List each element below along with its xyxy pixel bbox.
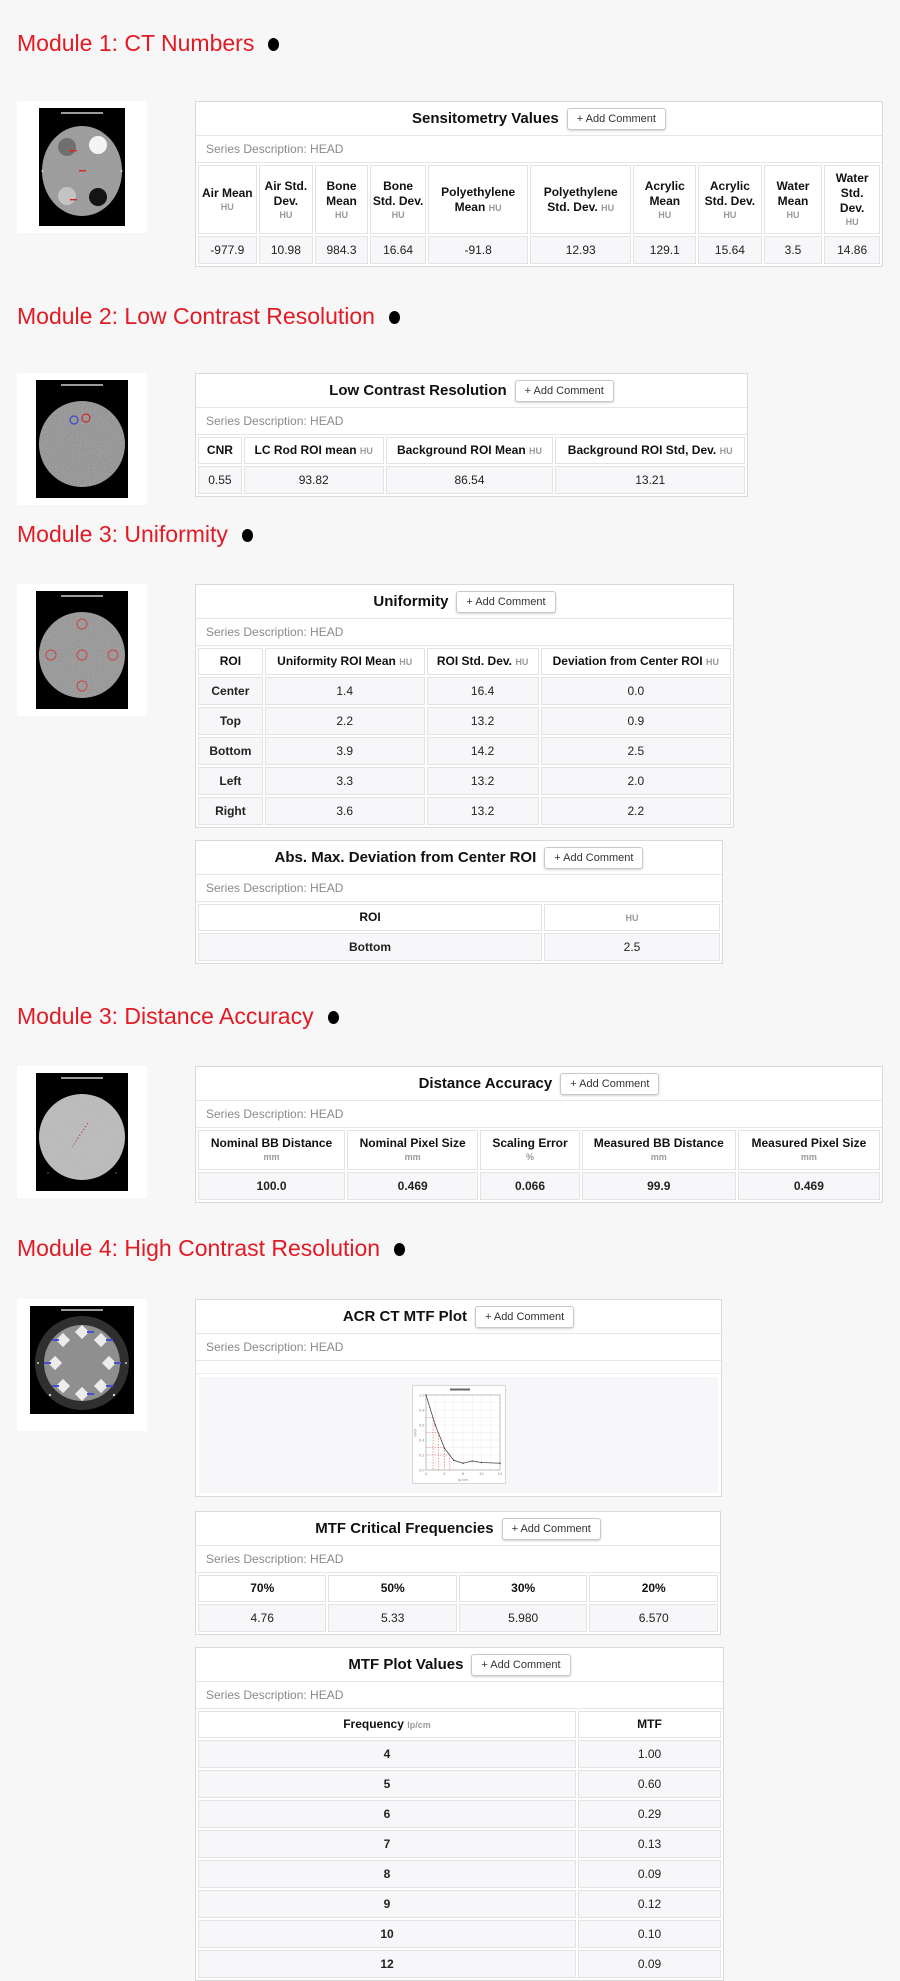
add-comment-button[interactable]: + Add Comment: [515, 380, 614, 402]
add-comment-button[interactable]: + Add Comment: [567, 108, 666, 130]
svg-text:0.4: 0.4: [418, 1437, 424, 1443]
mtf-critical-table-title: [196, 1512, 720, 1546]
header-row: [198, 437, 745, 464]
air-mean-value: -977.9: [198, 236, 257, 264]
table-row: [198, 797, 731, 825]
add-comment-button[interactable]: + Add Comment: [475, 1306, 574, 1328]
col-header: Background ROI Std, Dev. HU: [555, 437, 745, 464]
background-roi-mean-value: 86.54: [386, 466, 554, 494]
svg-text:0.8: 0.8: [418, 1407, 424, 1413]
module-3-uniformity-row: [17, 584, 900, 964]
roi-std-value: 16.4: [427, 677, 539, 705]
module-3-distance-row: [17, 1066, 900, 1202]
add-comment-button[interactable]: + Add Comment: [544, 847, 643, 869]
lc-rod-roi-mean-value: 93.82: [244, 466, 384, 494]
table-row: [198, 707, 731, 735]
col-header: Air Mean HU: [198, 165, 257, 234]
uniformity-table: [195, 584, 734, 828]
col-header-70: 70%: [198, 1575, 326, 1602]
module-4-title: [17, 1235, 900, 1262]
table-title-text: MTF Plot Values: [348, 1655, 464, 1673]
deviation-value: 2.2: [541, 797, 731, 825]
critical-frequency-30-value: 5.980: [459, 1604, 588, 1632]
mtf-value: 0.60: [578, 1770, 721, 1798]
roi-label: Right: [198, 797, 263, 825]
module-1-phantom-thumbnail[interactable]: [17, 101, 147, 233]
uniformity-table-title: [196, 585, 733, 619]
ct-phantom-module3-distance-image: [36, 1073, 128, 1191]
frequency-value: 12: [198, 1950, 576, 1978]
col-header: Acrylic Std. Dev. HU: [698, 165, 762, 234]
table-row: [198, 1950, 721, 1978]
roi-annotation: [79, 170, 86, 171]
module-2-title: [17, 303, 900, 330]
poly-mean-value: -91.8: [428, 236, 528, 264]
acr-mtf-plot-table: [195, 1299, 722, 1497]
acr-mtf-plot-table-title: [196, 1300, 721, 1334]
mtf-plot: [412, 1385, 506, 1484]
col-header: ROI Std. Dev. HU: [427, 648, 539, 675]
col-header: CNR: [198, 437, 242, 464]
add-comment-button[interactable]: + Add Comment: [471, 1654, 570, 1676]
roi-label: Left: [198, 767, 263, 795]
module-2-title-text: Module 2: Low Contrast Resolution: [17, 303, 375, 330]
col-header: Measured BB Distance mm: [582, 1130, 736, 1169]
table-row: [198, 1770, 721, 1798]
table-title-text: Abs. Max. Deviation from Center ROI: [274, 849, 537, 867]
ct-phantom-module2-image: [36, 380, 128, 498]
frequency-value: 4: [198, 1740, 576, 1768]
deviation-value: 0.9: [541, 707, 731, 735]
water-std-value: 14.86: [824, 236, 880, 264]
roi-annotation: [69, 150, 77, 151]
ct-phantom-module4-image: [30, 1306, 134, 1414]
module-2-phantom-thumbnail[interactable]: [17, 373, 147, 505]
col-header: Acrylic Mean HU: [633, 165, 696, 234]
table-row: [198, 1830, 721, 1858]
value-row: [198, 466, 745, 494]
col-header: MTF: [578, 1711, 721, 1738]
frequency-value: 8: [198, 1860, 576, 1888]
col-header: Bone Std. Dev. HU: [370, 165, 427, 234]
thumbnail-caption-line: [61, 112, 103, 114]
svg-text:10: 10: [478, 1471, 484, 1476]
acrylic-mean-value: 129.1: [633, 236, 696, 264]
frequency-value: 9: [198, 1890, 576, 1918]
col-header-50: 50%: [328, 1575, 456, 1602]
svg-text:0.6: 0.6: [418, 1422, 424, 1428]
svg-text:0.2: 0.2: [418, 1452, 424, 1458]
svg-text:8: 8: [461, 1471, 464, 1476]
module-2-row: [17, 373, 900, 505]
deviation-value: 2.5: [544, 933, 720, 961]
table-title-text: Uniformity: [373, 593, 449, 611]
nominal-pixel-size-value: 0.469: [347, 1172, 478, 1200]
col-header: Water Std. Dev. HU: [824, 165, 880, 234]
acrylic-std-value: 15.64: [698, 236, 762, 264]
col-header: Nominal BB Distance mm: [198, 1130, 345, 1169]
series-description: Series Description: HEAD: [196, 408, 747, 435]
series-description: Series Description: HEAD: [196, 619, 733, 646]
mtf-value: 0.12: [578, 1890, 721, 1918]
module-3-uniformity-phantom-thumbnail[interactable]: [17, 584, 147, 716]
value-row: [198, 1172, 880, 1200]
table-row: [198, 1740, 721, 1768]
bone-insert: [89, 136, 107, 154]
col-header: Nominal Pixel Size mm: [347, 1130, 478, 1169]
bone-std-value: 16.64: [370, 236, 427, 264]
series-description: Series Description: HEAD: [196, 136, 882, 163]
deviation-value: 2.0: [541, 767, 731, 795]
frequency-value: 5: [198, 1770, 576, 1798]
air-std-value: 10.98: [259, 236, 314, 264]
table-title-text: Sensitometry Values: [412, 109, 559, 127]
roi-mean-value: 2.2: [265, 707, 425, 735]
table-row: [198, 677, 731, 705]
table-title-text: Low Contrast Resolution: [329, 382, 507, 400]
col-header-20: 20%: [589, 1575, 718, 1602]
value-row: [198, 236, 880, 264]
header-row: [198, 904, 720, 931]
frequency-value: 6: [198, 1800, 576, 1828]
table-title-text: MTF Critical Frequencies: [315, 1519, 494, 1537]
table-row: [198, 1890, 721, 1918]
measured-bb-distance-value: 99.9: [582, 1172, 736, 1200]
table-row: [198, 1920, 721, 1948]
col-header: LC Rod ROI mean HU: [244, 437, 384, 464]
polyethylene-insert: [58, 138, 76, 156]
critical-frequency-20-value: 6.570: [589, 1604, 718, 1632]
col-header: Water Mean HU: [764, 165, 823, 234]
module-3-uniformity-title: [17, 521, 900, 548]
module-3-distance-phantom-thumbnail[interactable]: [17, 1066, 147, 1198]
col-header: Air Std. Dev. HU: [259, 165, 314, 234]
table-row: [198, 767, 731, 795]
value-row: [198, 933, 720, 961]
mtf-value: 0.13: [578, 1830, 721, 1858]
mtf-plot-zone: [199, 1377, 718, 1493]
value-row: [198, 1604, 718, 1632]
critical-frequency-50-value: 5.33: [328, 1604, 456, 1632]
table-row: [198, 1800, 721, 1828]
ct-phantom-module1-image: [39, 108, 125, 226]
critical-frequency-70-value: 4.76: [198, 1604, 326, 1632]
module-1-status-dot[interactable]: [268, 38, 279, 51]
bone-mean-value: 984.3: [315, 236, 368, 264]
roi-std-value: 13.2: [427, 707, 539, 735]
module-3-uniformity-status-dot[interactable]: [242, 529, 253, 542]
add-comment-button[interactable]: + Add Comment: [502, 1518, 601, 1540]
abs-max-deviation-table-title: [196, 841, 722, 875]
svg-text:12: 12: [497, 1471, 502, 1476]
abs-max-deviation-table: [195, 840, 723, 964]
col-header: ROI: [198, 904, 542, 931]
low-contrast-table-title: [196, 374, 747, 408]
module-3-distance-title: [17, 1003, 900, 1030]
col-header: Uniformity ROI Mean HU: [265, 648, 425, 675]
col-header: ROI: [198, 648, 263, 675]
roi-label: Bottom: [198, 737, 263, 765]
col-header: Polyethylene Mean HU: [428, 165, 528, 234]
table-row: [198, 1860, 721, 1888]
svg-text:MTF: MTF: [412, 1428, 417, 1437]
col-header: Deviation from Center ROI HU: [541, 648, 731, 675]
frequency-value: 10: [198, 1920, 576, 1948]
background-roi-std-value: 13.21: [555, 466, 745, 494]
frequency-value: 7: [198, 1830, 576, 1858]
roi-mean-value: 3.9: [265, 737, 425, 765]
water-mean-value: 3.5: [764, 236, 823, 264]
series-description: Series Description: HEAD: [196, 1546, 720, 1573]
roi-label: Top: [198, 707, 263, 735]
header-row: [198, 1130, 880, 1169]
module-4-status-dot[interactable]: [394, 1243, 405, 1256]
sensitometry-table: [195, 101, 883, 267]
module-4-title-text: Module 4: High Contrast Resolution: [17, 1234, 381, 1261]
measured-pixel-size-value: 0.469: [738, 1172, 880, 1200]
deviation-value: 0.0: [541, 677, 731, 705]
svg-text:0.0: 0.0: [418, 1467, 424, 1473]
mtf-value: 0.09: [578, 1950, 721, 1978]
svg-text:6: 6: [442, 1471, 446, 1476]
distance-accuracy-table: [195, 1066, 883, 1202]
roi-std-value: 13.2: [427, 767, 539, 795]
header-row: [198, 648, 731, 675]
mtf-plot-values-table-title: [196, 1648, 723, 1682]
mtf-value: 0.29: [578, 1800, 721, 1828]
module-1-row: [17, 101, 900, 267]
roi-std-value: 14.2: [427, 737, 539, 765]
col-header: Bone Mean HU: [315, 165, 368, 234]
module-3-distance-title-text: Module 3: Distance Accuracy: [17, 1003, 314, 1030]
roi-label: Bottom: [198, 933, 542, 961]
svg-text:1.0: 1.0: [418, 1392, 424, 1398]
add-comment-button[interactable]: + Add Comment: [456, 591, 555, 613]
col-header: Polyethylene Std. Dev. HU: [530, 165, 632, 234]
svg-text:4: 4: [424, 1471, 427, 1476]
col-header: HU: [544, 904, 720, 931]
roi-mean-value: 3.6: [265, 797, 425, 825]
mtf-plot-values-table: [195, 1647, 724, 1981]
scaling-error-value: 0.066: [480, 1172, 579, 1200]
roi-std-value: 13.2: [427, 797, 539, 825]
svg-text:lp/cm: lp/cm: [457, 1477, 468, 1482]
add-comment-button[interactable]: + Add Comment: [560, 1073, 659, 1095]
ct-phantom-module3-uniformity-image: [36, 591, 128, 709]
header-row: [198, 1711, 721, 1738]
mtf-critical-frequencies-table: [195, 1511, 721, 1635]
header-row: [198, 165, 880, 234]
module-1-title-text: Module 1: CT Numbers: [17, 30, 255, 56]
poly-std-value: 12.93: [530, 236, 632, 264]
col-header: Scaling Error %: [480, 1130, 579, 1169]
acrylic-insert: [58, 187, 76, 205]
roi-mean-value: 3.3: [265, 767, 425, 795]
nominal-bb-distance-value: 100.0: [198, 1172, 345, 1200]
col-header-30: 30%: [459, 1575, 588, 1602]
mtf-value: 0.10: [578, 1920, 721, 1948]
module-2-status-dot[interactable]: [389, 311, 400, 324]
roi-label: Center: [198, 677, 263, 705]
sensitometry-table-title: [196, 102, 882, 136]
low-contrast-table: [195, 373, 748, 497]
roi-mean-value: 1.4: [265, 677, 425, 705]
col-header: Frequency lp/cm: [198, 1711, 576, 1738]
cnr-value: 0.55: [198, 466, 242, 494]
mtf-value: 0.09: [578, 1860, 721, 1888]
series-description: Series Description: HEAD: [196, 1682, 723, 1709]
module-4-phantom-thumbnail[interactable]: [17, 1299, 147, 1431]
series-description: Series Description: HEAD: [196, 1334, 721, 1361]
table-row: [198, 737, 731, 765]
distance-accuracy-table-title: [196, 1067, 882, 1101]
empty-row: [196, 1361, 721, 1374]
col-header: Measured Pixel Size mm: [738, 1130, 880, 1169]
table-title-text: Distance Accuracy: [418, 1075, 553, 1093]
deviation-value: 2.5: [541, 737, 731, 765]
module-4-row: [17, 1299, 900, 1981]
air-insert: [89, 188, 107, 206]
roi-annotation: [70, 199, 77, 200]
module-3-distance-status-dot[interactable]: [328, 1011, 339, 1024]
table-title-text: ACR CT MTF Plot: [342, 1307, 467, 1325]
module-1-title: [17, 30, 900, 57]
header-row: [198, 1575, 718, 1602]
mtf-value: 1.00: [578, 1740, 721, 1768]
series-description: Series Description: HEAD: [196, 1101, 882, 1128]
series-description: Series Description: HEAD: [196, 875, 722, 902]
module-3-uniformity-title-text: Module 3: Uniformity: [17, 521, 228, 548]
col-header: Background ROI Mean HU: [386, 437, 554, 464]
